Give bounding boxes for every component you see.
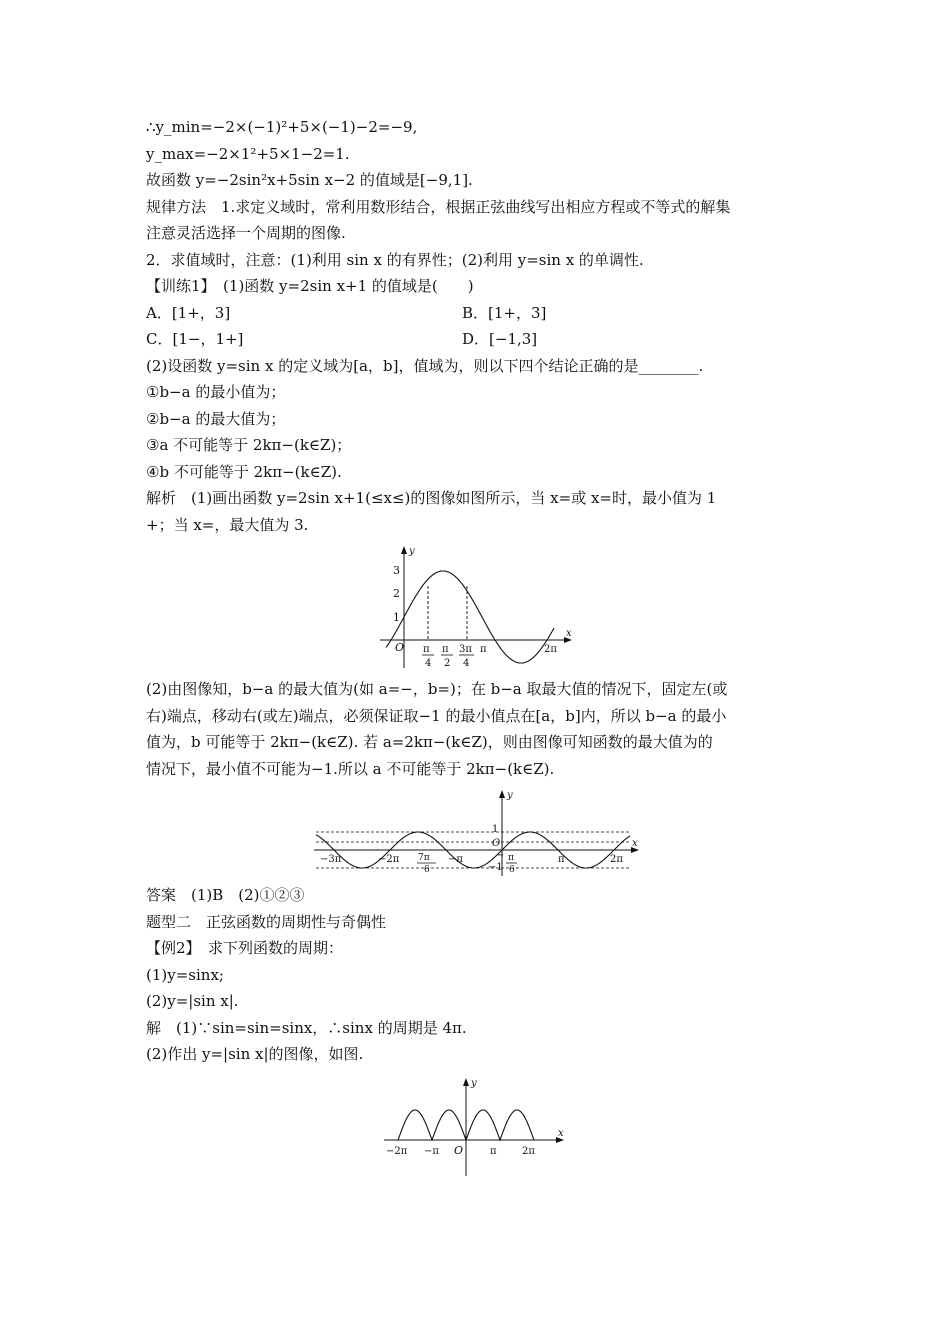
- text-line: 右)端点，移动右(或左)端点，必须保证取−1 的最小值点在[a，b]内，所以 b−a 的最小: [146, 706, 727, 725]
- text-block-solution-2: [146, 676, 816, 782]
- text-block-bottom: [146, 882, 816, 1068]
- text-line: (2)由图像知，b−a 的最大值为(如 a=−，b=)；在 b−a 取最大值的情况下，固定左(或: [146, 680, 728, 698]
- text-line: ①b−a 的最小值为；: [146, 383, 286, 401]
- text-line: 值为，b 可能等于 2kπ−(k∈Z). 若 a=2kπ−(k∈Z)，则由图像可知函数的最大值为的: [146, 733, 713, 751]
- text-line: 解 (1)∵sin=sin=sinx，∴sinx 的周期是 4π.: [146, 1018, 467, 1037]
- x-tick-label: π: [558, 854, 565, 865]
- origin-label: O: [454, 1143, 464, 1157]
- text-line: 情况下，最小值不可能为−1.所以 a 不可能等于 2kπ−(k∈Z).: [146, 759, 555, 778]
- option-row: [146, 326, 816, 353]
- text-block-mid: [146, 353, 816, 539]
- x-tick-numerator: 3π: [459, 644, 472, 655]
- x-tick-denominator: 4: [425, 658, 432, 669]
- option-d: D．[−1,3]: [462, 330, 538, 348]
- origin-label: O: [492, 838, 501, 849]
- y-tick-label: −1: [488, 862, 503, 873]
- x-tick-label: 2π: [544, 644, 557, 655]
- x-tick-label: 2π: [610, 854, 623, 865]
- x-tick-denominator: 6: [424, 865, 430, 875]
- text-line: (2)设函数 y=sin x 的定义域为[a，b]，值域为，则以下四个结论正确的是________.: [146, 356, 704, 375]
- option-row: [146, 300, 816, 327]
- text-line: 2．求值域时，注意：(1)利用 sin x 的有界性；(2)利用 y=sin x 的单调性.: [146, 250, 644, 269]
- text-line: 【例2】 求下列函数的周期：: [146, 939, 344, 957]
- text-line: 题型二 正弦函数的周期性与奇偶性: [146, 912, 387, 931]
- x-tick-denominator: 4: [463, 658, 470, 669]
- answer-options: [146, 300, 816, 353]
- minus-sign-label: −: [496, 850, 505, 861]
- text-line: ③a 不可能等于 2kπ−(k∈Z)；: [146, 436, 352, 454]
- text-line: ∴y_min=−2×(−1)²+5×(−1)−2=−9,: [146, 118, 418, 136]
- option-a: A．[1+，3]: [146, 303, 231, 322]
- text-line: 解析 (1)画出函数 y=2sin x+1(≤x≤)的图像如图所示，当 x=或 x=时，最小值为 1: [146, 489, 717, 507]
- y-tick-label: 3: [393, 564, 400, 577]
- text-line: (2)作出 y=|sin x|的图像，如图.: [146, 1045, 364, 1063]
- y-axis-arrow: [499, 790, 505, 798]
- axis-label-y: y: [507, 790, 513, 801]
- text-line: 【训练1】 (1)函数 y=2sin x+1 的值域是( ): [146, 277, 474, 295]
- x-tick-numerator: 7π: [418, 853, 430, 863]
- text-line: y_max=−2×1²+5×1−2=1.: [146, 144, 350, 163]
- text-block-top: [146, 114, 816, 300]
- y-axis-arrow: [401, 546, 407, 554]
- figure-abs-sine-graph: [382, 1076, 572, 1180]
- x-tick-label: −π: [424, 1145, 439, 1157]
- axis-label-y: y: [409, 546, 415, 557]
- x-tick-denominator: 6: [509, 865, 515, 875]
- y-axis-arrow: [463, 1078, 469, 1086]
- figure-sine-graph-2: [312, 788, 642, 878]
- x-tick-label: −2π: [378, 854, 400, 865]
- text-line: (2)y=|sin x|.: [146, 992, 239, 1010]
- y-tick-label: 1: [492, 824, 499, 835]
- origin-label: O: [395, 641, 405, 654]
- x-tick-label: 2π: [522, 1145, 535, 1157]
- text-line: 注意灵活选择一个周期的图像.: [146, 224, 346, 242]
- axis-label-x: x: [566, 628, 572, 639]
- x-tick-label: π: [480, 644, 487, 655]
- axis-label-x: x: [632, 838, 638, 849]
- x-tick-label: −π: [448, 854, 463, 865]
- option-c: C．[1−，1+]: [146, 330, 244, 348]
- option-b: B．[1+，3]: [462, 303, 547, 322]
- document-page: [146, 114, 816, 1180]
- axis-label-y: y: [471, 1077, 477, 1089]
- x-tick-numerator: π: [508, 853, 514, 863]
- text-line: +；当 x=，最大值为 3.: [146, 515, 309, 534]
- figure-sine-graph-1: [378, 544, 578, 672]
- x-tick-label: −2π: [386, 1145, 408, 1157]
- y-tick-label: 2: [393, 587, 400, 600]
- x-tick-numerator: π: [442, 644, 449, 655]
- y-tick-label: 1: [393, 611, 400, 624]
- x-tick-numerator: π: [423, 644, 430, 655]
- text-line: 答案 (1)B (2)①②③: [146, 886, 305, 904]
- text-line: 规律方法 1.求定义域时，常利用数形结合，根据正弦曲线写出相应方程或不等式的解集: [146, 197, 731, 216]
- text-line: ④b 不可能等于 2kπ−(k∈Z).: [146, 462, 342, 481]
- x-tick-label: −3π: [320, 854, 342, 865]
- x-tick-denominator: 2: [444, 658, 451, 669]
- axis-label-x: x: [558, 1127, 564, 1139]
- text-line: ②b−a 的最大值为；: [146, 409, 286, 428]
- x-tick-label: π: [490, 1145, 497, 1157]
- text-line: (1)y=sinx;: [146, 965, 224, 984]
- text-line: 故函数 y=−2sin²x+5sin x−2 的值域是[−9,1].: [146, 171, 473, 189]
